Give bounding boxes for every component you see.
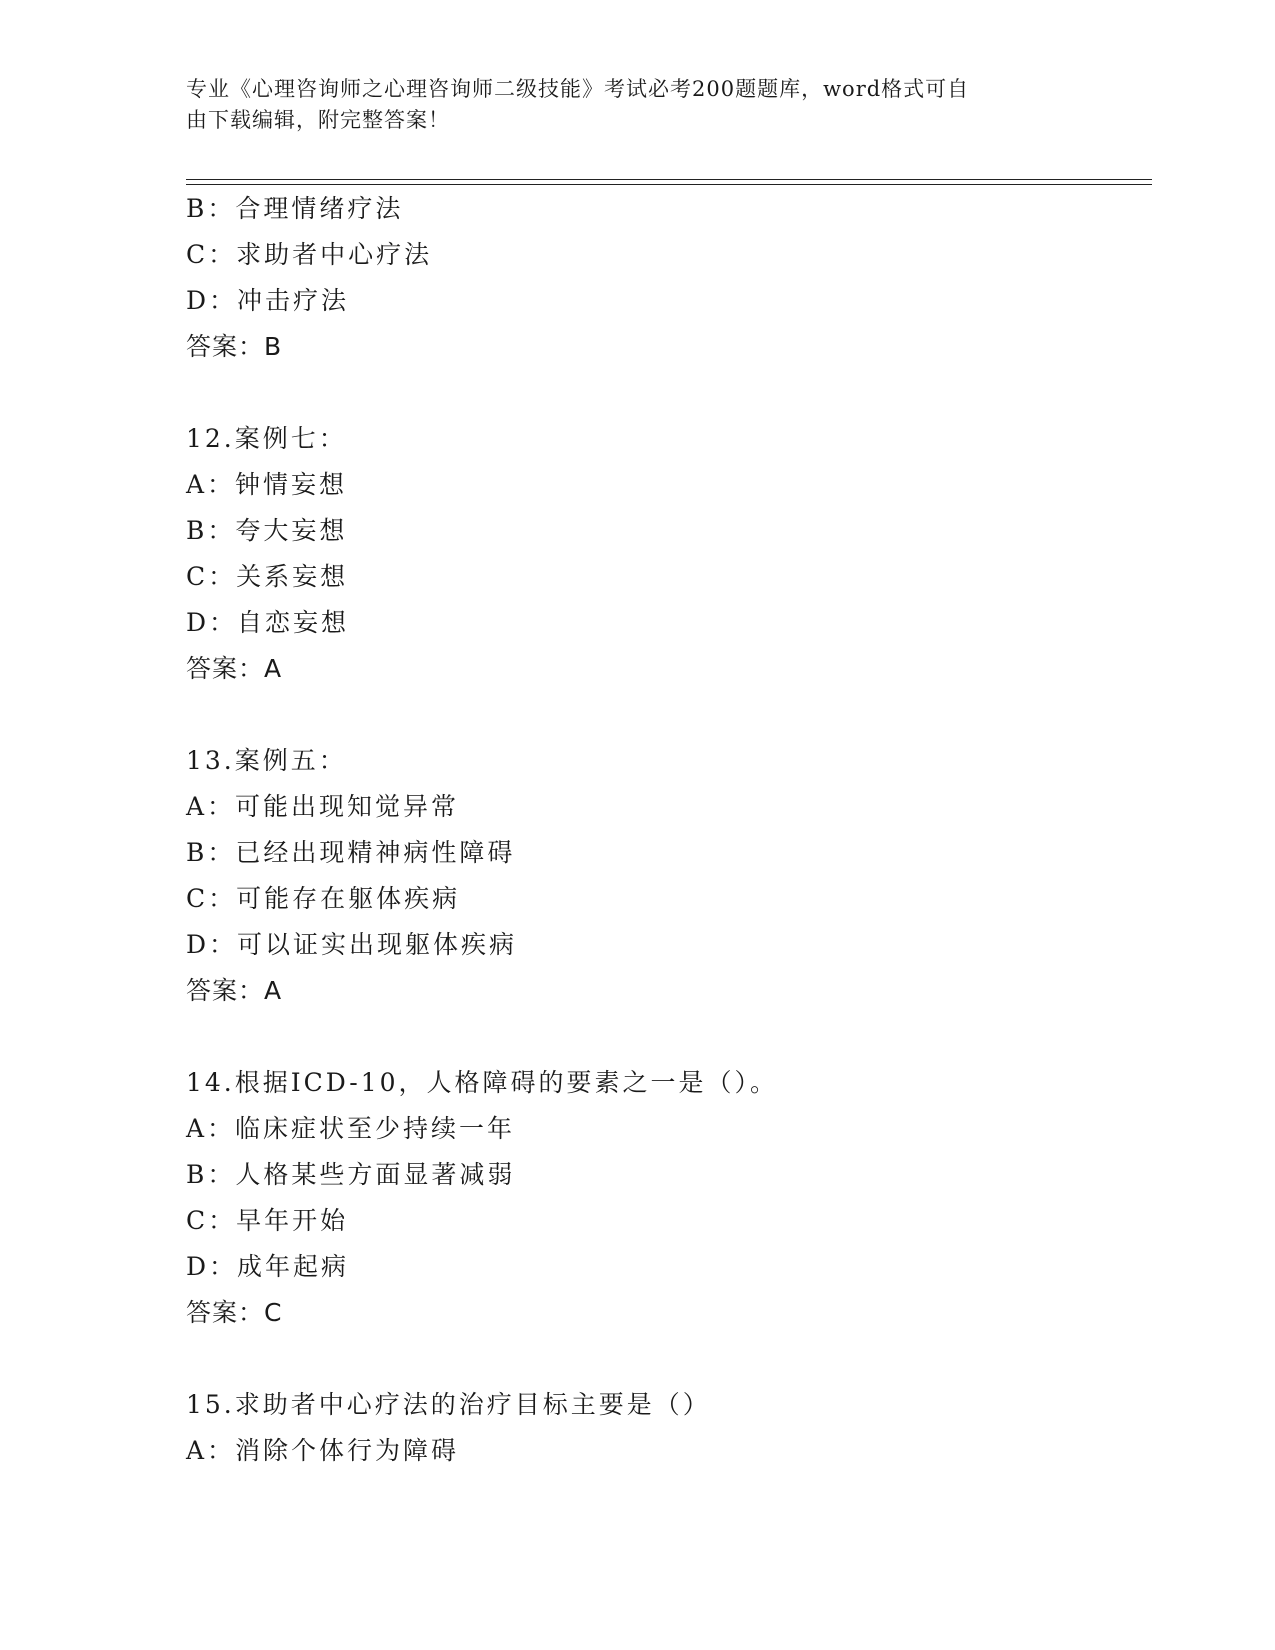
- option-d: D：冲击疗法: [186, 286, 350, 315]
- option-b: B：已经出现精神病性障碍: [186, 838, 516, 867]
- option-c: C：关系妄想: [186, 562, 349, 591]
- question-stem: 12.案例七：: [186, 424, 347, 453]
- question-13: [186, 738, 1146, 1014]
- option-b: B：夸大妄想: [186, 516, 348, 545]
- option-c: C：可能存在躯体疾病: [186, 884, 461, 913]
- option-a: A：钟情妄想: [186, 470, 348, 499]
- option-b: B：人格某些方面显著减弱: [186, 1160, 516, 1189]
- question-11-continued: [186, 186, 1146, 370]
- option-b: B：合理情绪疗法: [186, 194, 404, 223]
- question-stem: 14.根据ICD-10，人格障碍的要素之一是（）。: [186, 1068, 779, 1097]
- option-d: D：成年起病: [186, 1252, 350, 1281]
- option-d: D：自恋妄想: [186, 608, 350, 637]
- answer: 答案：A: [186, 654, 283, 683]
- option-a: A：可能出现知觉异常: [186, 792, 460, 821]
- question-stem: 13.案例五：: [186, 746, 347, 775]
- header-line-1: 专业《心理咨询师之心理咨询师二级技能》考试必考200题题库，word格式可自: [186, 77, 970, 101]
- option-c: C：求助者中心疗法: [186, 240, 433, 269]
- question-list: [186, 186, 1146, 1474]
- answer: 答案：C: [186, 1298, 283, 1327]
- question-12: [186, 416, 1146, 692]
- document-header: [186, 74, 1066, 136]
- header-divider-bottom: [186, 184, 1152, 185]
- question-15: [186, 1382, 1146, 1474]
- answer: 答案：A: [186, 976, 283, 1005]
- option-a: A：临床症状至少持续一年: [186, 1114, 516, 1143]
- answer: 答案：B: [186, 332, 283, 361]
- header-divider-top: [186, 179, 1152, 180]
- option-c: C：早年开始: [186, 1206, 349, 1235]
- question-14: [186, 1060, 1146, 1336]
- question-stem: 15.求助者中心疗法的治疗目标主要是（）: [186, 1390, 711, 1419]
- option-a: A：消除个体行为障碍: [186, 1436, 460, 1465]
- header-line-2: 由下载编辑，附完整答案！: [186, 108, 450, 132]
- option-d: D：可以证实出现躯体疾病: [186, 930, 518, 959]
